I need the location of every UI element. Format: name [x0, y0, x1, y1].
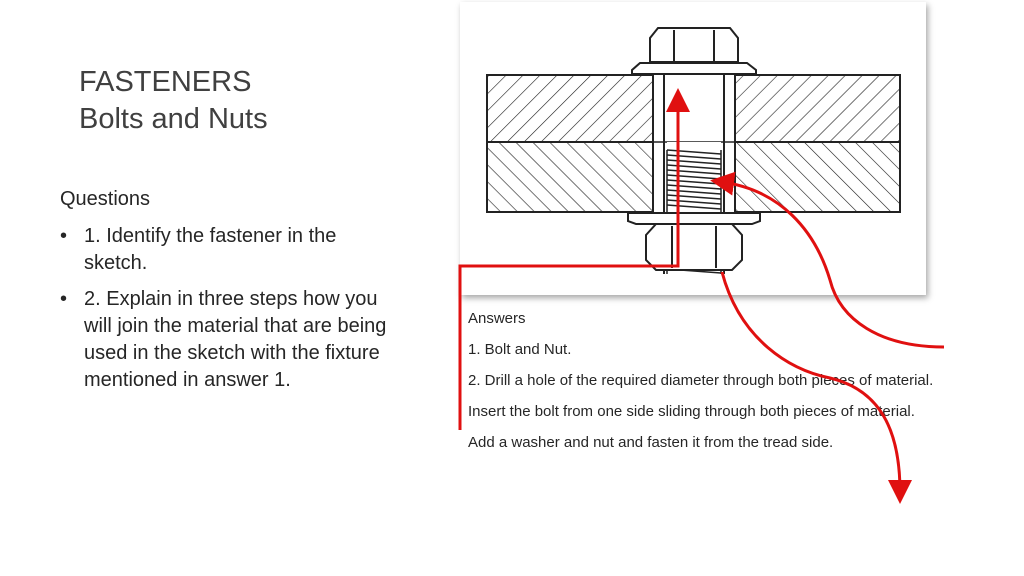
- question-text: 1. Identify the fastener in the sketch.: [84, 225, 337, 274]
- title-line-1: FASTENERS: [79, 66, 252, 98]
- slide-title: [79, 64, 268, 138]
- question-item: [60, 223, 400, 277]
- questions-heading: Questions: [60, 188, 151, 210]
- nut: [646, 224, 742, 270]
- answer-line: 2. Drill a hole of the required diameter through both pieces of material.: [468, 372, 934, 389]
- questions-section: [60, 186, 400, 403]
- bullet-icon: •: [60, 225, 68, 247]
- bolt-nut-sketch: [460, 2, 926, 295]
- answer-line: 1. Bolt and Nut.: [468, 341, 572, 358]
- title-line-2: Bolts and Nuts: [79, 103, 268, 135]
- question-text: 2. Explain in three steps how you will join the material that are being used in the sketch with the fixture mentioned in answer 1.: [84, 288, 387, 391]
- answers-section: [468, 309, 968, 464]
- bullet-icon: •: [60, 288, 68, 310]
- answer-line: Add a washer and nut and fasten it from the tread side.: [468, 434, 834, 451]
- answer-line: Insert the bolt from one side sliding through both pieces of material.: [468, 403, 915, 420]
- washer: [628, 213, 760, 224]
- bolt-nut-drawing: [460, 2, 926, 295]
- bolt-head: [632, 28, 756, 74]
- answers-heading: Answers: [468, 310, 526, 327]
- question-item: [60, 286, 400, 394]
